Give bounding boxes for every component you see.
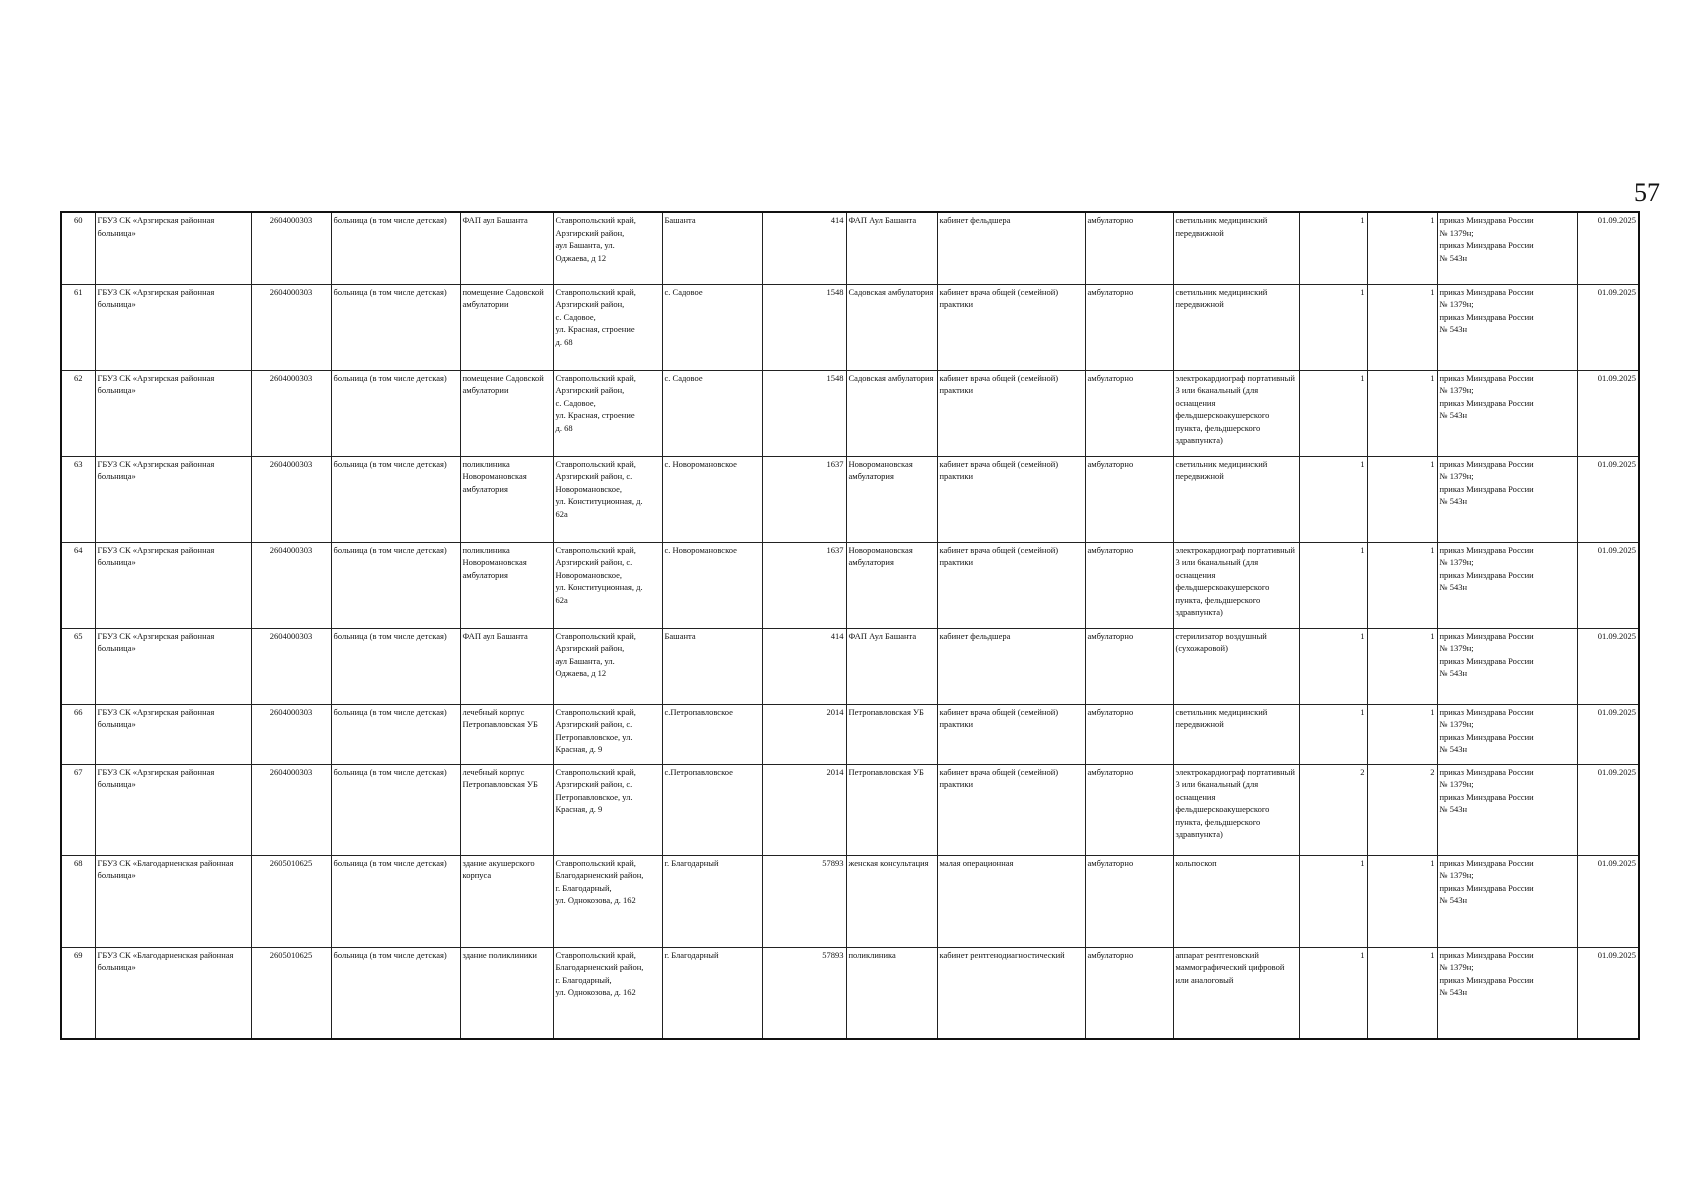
cell-quantity-required: 1 xyxy=(1299,284,1367,370)
cell-organization-name: ГБУЗ СК «Арзгирская районная больница» xyxy=(95,212,251,284)
cell-cabinet-name: кабинет врача общей (семейной) практики xyxy=(937,370,1085,456)
cell-legal-basis: приказ Минздрава России № 1379н; приказ Минздрава России № 543н xyxy=(1437,764,1577,855)
cell-legal-basis: приказ Минздрава России № 1379н; приказ Минздрава России № 543н xyxy=(1437,542,1577,628)
cell-row-number: 69 xyxy=(61,947,95,1039)
table-row xyxy=(61,456,1639,542)
cell-due-date: 01.09.2025 xyxy=(1577,212,1639,284)
cell-row-number: 60 xyxy=(61,212,95,284)
cell-locality: г. Благодарный xyxy=(662,855,762,947)
cell-quantity-required: 1 xyxy=(1299,704,1367,764)
cell-organization-type: больница (в том числе детская) xyxy=(331,284,460,370)
cell-equipment-name: стерилизатор воздушный (сухожаровой) xyxy=(1173,628,1299,704)
cell-due-date: 01.09.2025 xyxy=(1577,542,1639,628)
cell-row-number: 67 xyxy=(61,764,95,855)
cell-row-number: 64 xyxy=(61,542,95,628)
cell-organization-code: 2604000303 xyxy=(251,370,331,456)
cell-quantity-required: 1 xyxy=(1299,855,1367,947)
cell-organization-type: больница (в том числе детская) xyxy=(331,704,460,764)
cell-organization-code: 2604000303 xyxy=(251,542,331,628)
cell-legal-basis: приказ Минздрава России № 1379н; приказ Минздрава России № 543н xyxy=(1437,370,1577,456)
cell-legal-basis: приказ Минздрава России № 1379н; приказ Минздрава России № 543н xyxy=(1437,628,1577,704)
cell-cabinet-name: кабинет врача общей (семейной) практики xyxy=(937,284,1085,370)
cell-quantity-required: 1 xyxy=(1299,628,1367,704)
cell-care-mode: амбулаторно xyxy=(1085,947,1173,1039)
cell-address: Ставропольский край, Арзгирский район, с. Новоромановское, ул. Конституционная, д. 62а xyxy=(553,456,662,542)
cell-population: 414 xyxy=(762,212,846,284)
cell-organization-code: 2604000303 xyxy=(251,704,331,764)
cell-equipment-name: аппарат рентгеновский маммографический цифровой или аналоговый xyxy=(1173,947,1299,1039)
cell-quantity-required: 1 xyxy=(1299,947,1367,1039)
table-row xyxy=(61,947,1639,1039)
cell-population: 1637 xyxy=(762,456,846,542)
cell-population: 2014 xyxy=(762,704,846,764)
cell-row-number: 61 xyxy=(61,284,95,370)
cell-care-mode: амбулаторно xyxy=(1085,542,1173,628)
cell-legal-basis: приказ Минздрава России № 1379н; приказ Минздрава России № 543н xyxy=(1437,947,1577,1039)
table-row xyxy=(61,855,1639,947)
cell-equipment-name: электрокардиограф портативный 3 или 6канальный (для оснащения фельдшерскоакушерского пункта, фельдшерского здравпункта) xyxy=(1173,542,1299,628)
cell-equipment-name: кольпоскоп xyxy=(1173,855,1299,947)
cell-locality: Башанта xyxy=(662,628,762,704)
cell-facility-name: женская консультация xyxy=(846,855,937,947)
cell-quantity-planned: 1 xyxy=(1367,704,1437,764)
cell-equipment-name: светильник медицинский передвижной xyxy=(1173,456,1299,542)
cell-quantity-required: 1 xyxy=(1299,542,1367,628)
cell-organization-type: больница (в том числе детская) xyxy=(331,542,460,628)
table-row xyxy=(61,764,1639,855)
cell-quantity-planned: 1 xyxy=(1367,542,1437,628)
cell-population: 1548 xyxy=(762,370,846,456)
cell-cabinet-name: кабинет врача общей (семейной) практики xyxy=(937,704,1085,764)
cell-due-date: 01.09.2025 xyxy=(1577,628,1639,704)
cell-quantity-planned: 1 xyxy=(1367,370,1437,456)
cell-population: 57893 xyxy=(762,947,846,1039)
cell-organization-code: 2604000303 xyxy=(251,284,331,370)
cell-due-date: 01.09.2025 xyxy=(1577,456,1639,542)
cell-organization-name: ГБУЗ СК «Благодарненская районная больница» xyxy=(95,855,251,947)
cell-cabinet-name: малая операционная xyxy=(937,855,1085,947)
cell-organization-name: ГБУЗ СК «Арзгирская районная больница» xyxy=(95,542,251,628)
cell-cabinet-name: кабинет врача общей (семейной) практики xyxy=(937,764,1085,855)
cell-organization-code: 2604000303 xyxy=(251,764,331,855)
cell-address: Ставропольский край, Арзгирский район, с. Петропавловское, ул. Красная, д. 9 xyxy=(553,764,662,855)
cell-row-number: 68 xyxy=(61,855,95,947)
cell-organization-name: ГБУЗ СК «Арзгирская районная больница» xyxy=(95,704,251,764)
cell-address: Ставропольский край, Арзгирский район, аул Башанта, ул. Оджаева, д 12 xyxy=(553,628,662,704)
cell-population: 1548 xyxy=(762,284,846,370)
cell-structural-unit: лечебный корпус Петропавловская УБ xyxy=(460,704,553,764)
cell-equipment-name: светильник медицинский передвижной xyxy=(1173,212,1299,284)
cell-quantity-required: 1 xyxy=(1299,370,1367,456)
cell-address: Ставропольский край, Благодарненский район, г. Благодарный, ул. Однокозова, д. 162 xyxy=(553,855,662,947)
cell-facility-name: Новоромановская амбулатория xyxy=(846,542,937,628)
cell-facility-name: Садовская амбулатория xyxy=(846,370,937,456)
cell-address: Ставропольский край, Арзгирский район, с. Садовое, ул. Красная, строение д. 68 xyxy=(553,284,662,370)
cell-organization-name: ГБУЗ СК «Арзгирская районная больница» xyxy=(95,764,251,855)
cell-quantity-planned: 1 xyxy=(1367,212,1437,284)
cell-address: Ставропольский край, Арзгирский район, аул Башанта, ул. Оджаева, д 12 xyxy=(553,212,662,284)
cell-structural-unit: поликлиника Новоромановская амбулатория xyxy=(460,542,553,628)
cell-facility-name: поликлиника xyxy=(846,947,937,1039)
cell-facility-name: Новоромановская амбулатория xyxy=(846,456,937,542)
cell-organization-type: больница (в том числе детская) xyxy=(331,764,460,855)
cell-locality: с. Новоромановское xyxy=(662,542,762,628)
cell-locality: с. Садовое xyxy=(662,370,762,456)
cell-due-date: 01.09.2025 xyxy=(1577,764,1639,855)
cell-quantity-planned: 1 xyxy=(1367,456,1437,542)
cell-cabinet-name: кабинет врача общей (семейной) практики xyxy=(937,542,1085,628)
cell-locality: г. Благодарный xyxy=(662,947,762,1039)
cell-structural-unit: ФАП аул Башанта xyxy=(460,628,553,704)
cell-care-mode: амбулаторно xyxy=(1085,764,1173,855)
cell-quantity-planned: 1 xyxy=(1367,855,1437,947)
cell-organization-name: ГБУЗ СК «Арзгирская районная больница» xyxy=(95,370,251,456)
table-row xyxy=(61,628,1639,704)
cell-organization-type: больница (в том числе детская) xyxy=(331,456,460,542)
cell-structural-unit: здание поликлиники xyxy=(460,947,553,1039)
cell-quantity-planned: 2 xyxy=(1367,764,1437,855)
cell-organization-code: 2604000303 xyxy=(251,628,331,704)
cell-quantity-planned: 1 xyxy=(1367,284,1437,370)
cell-organization-code: 2604000303 xyxy=(251,212,331,284)
cell-cabinet-name: кабинет фельдшера xyxy=(937,628,1085,704)
cell-organization-name: ГБУЗ СК «Арзгирская районная больница» xyxy=(95,628,251,704)
cell-legal-basis: приказ Минздрава России № 1379н; приказ Минздрава России № 543н xyxy=(1437,212,1577,284)
cell-cabinet-name: кабинет врача общей (семейной) практики xyxy=(937,456,1085,542)
cell-locality: Башанта xyxy=(662,212,762,284)
cell-due-date: 01.09.2025 xyxy=(1577,284,1639,370)
cell-care-mode: амбулаторно xyxy=(1085,628,1173,704)
cell-equipment-name: электрокардиограф портативный 3 или 6канальный (для оснащения фельдшерскоакушерского пункта, фельдшерского здравпункта) xyxy=(1173,764,1299,855)
cell-due-date: 01.09.2025 xyxy=(1577,855,1639,947)
cell-quantity-required: 2 xyxy=(1299,764,1367,855)
cell-structural-unit: поликлиника Новоромановская амбулатория xyxy=(460,456,553,542)
cell-care-mode: амбулаторно xyxy=(1085,456,1173,542)
cell-population: 57893 xyxy=(762,855,846,947)
table-row xyxy=(61,542,1639,628)
cell-quantity-planned: 1 xyxy=(1367,628,1437,704)
cell-address: Ставропольский край, Благодарненский район, г. Благодарный, ул. Однокозова, д. 162 xyxy=(553,947,662,1039)
cell-due-date: 01.09.2025 xyxy=(1577,704,1639,764)
cell-care-mode: амбулаторно xyxy=(1085,704,1173,764)
table-row xyxy=(61,212,1639,284)
cell-population: 414 xyxy=(762,628,846,704)
cell-equipment-name: светильник медицинский передвижной xyxy=(1173,704,1299,764)
cell-structural-unit: помещение Садовской амбулатории xyxy=(460,284,553,370)
cell-quantity-required: 1 xyxy=(1299,456,1367,542)
cell-quantity-required: 1 xyxy=(1299,212,1367,284)
cell-organization-code: 2605010625 xyxy=(251,855,331,947)
cell-legal-basis: приказ Минздрава России № 1379н; приказ Минздрава России № 543н xyxy=(1437,855,1577,947)
cell-locality: с.Петропавловское xyxy=(662,764,762,855)
cell-cabinet-name: кабинет рентгенодиагностический xyxy=(937,947,1085,1039)
cell-address: Ставропольский край, Арзгирский район, с. Петропавловское, ул. Красная, д. 9 xyxy=(553,704,662,764)
cell-equipment-name: электрокардиограф портативный 3 или 6канальный (для оснащения фельдшерскоакушерского пункта, фельдшерского здравпункта) xyxy=(1173,370,1299,456)
cell-organization-name: ГБУЗ СК «Арзгирская районная больница» xyxy=(95,284,251,370)
cell-facility-name: Садовская амбулатория xyxy=(846,284,937,370)
cell-row-number: 63 xyxy=(61,456,95,542)
cell-address: Ставропольский край, Арзгирский район, с. Садовое, ул. Красная, строение д. 68 xyxy=(553,370,662,456)
cell-locality: с.Петропавловское xyxy=(662,704,762,764)
cell-structural-unit: здание акушерского корпуса xyxy=(460,855,553,947)
cell-population: 1637 xyxy=(762,542,846,628)
cell-legal-basis: приказ Минздрава России № 1379н; приказ Минздрава России № 543н xyxy=(1437,284,1577,370)
cell-organization-name: ГБУЗ СК «Благодарненская районная больница» xyxy=(95,947,251,1039)
cell-facility-name: Петропавловская УБ xyxy=(846,764,937,855)
table-row xyxy=(61,284,1639,370)
cell-organization-type: больница (в том числе детская) xyxy=(331,947,460,1039)
page-number: 57 xyxy=(1634,178,1660,207)
cell-row-number: 66 xyxy=(61,704,95,764)
cell-row-number: 65 xyxy=(61,628,95,704)
cell-facility-name: Петропавловская УБ xyxy=(846,704,937,764)
cell-quantity-planned: 1 xyxy=(1367,947,1437,1039)
cell-structural-unit: ФАП аул Башанта xyxy=(460,212,553,284)
cell-organization-type: больница (в том числе детская) xyxy=(331,212,460,284)
cell-due-date: 01.09.2025 xyxy=(1577,370,1639,456)
cell-care-mode: амбулаторно xyxy=(1085,284,1173,370)
cell-facility-name: ФАП Аул Башанта xyxy=(846,212,937,284)
cell-due-date: 01.09.2025 xyxy=(1577,947,1639,1039)
cell-organization-type: больница (в том числе детская) xyxy=(331,855,460,947)
cell-population: 2014 xyxy=(762,764,846,855)
cell-locality: с. Садовое xyxy=(662,284,762,370)
cell-organization-code: 2604000303 xyxy=(251,456,331,542)
cell-organization-type: больница (в том числе детская) xyxy=(331,370,460,456)
table-row xyxy=(61,704,1639,764)
cell-structural-unit: лечебный корпус Петропавловская УБ xyxy=(460,764,553,855)
cell-organization-type: больница (в том числе детская) xyxy=(331,628,460,704)
cell-locality: с. Новоромановское xyxy=(662,456,762,542)
cell-row-number: 62 xyxy=(61,370,95,456)
cell-facility-name: ФАП Аул Башанта xyxy=(846,628,937,704)
cell-legal-basis: приказ Минздрава России № 1379н; приказ Минздрава России № 543н xyxy=(1437,704,1577,764)
table-body xyxy=(61,212,1639,1039)
cell-structural-unit: помещение Садовской амбулатории xyxy=(460,370,553,456)
table-row xyxy=(61,370,1639,456)
cell-equipment-name: светильник медицинский передвижной xyxy=(1173,284,1299,370)
cell-care-mode: амбулаторно xyxy=(1085,370,1173,456)
cell-care-mode: амбулаторно xyxy=(1085,855,1173,947)
cell-organization-name: ГБУЗ СК «Арзгирская районная больница» xyxy=(95,456,251,542)
cell-legal-basis: приказ Минздрава России № 1379н; приказ Минздрава России № 543н xyxy=(1437,456,1577,542)
cell-cabinet-name: кабинет фельдшера xyxy=(937,212,1085,284)
cell-care-mode: амбулаторно xyxy=(1085,212,1173,284)
equipment-table xyxy=(60,211,1640,1040)
cell-organization-code: 2605010625 xyxy=(251,947,331,1039)
cell-address: Ставропольский край, Арзгирский район, с. Новоромановское, ул. Конституционная, д. 62а xyxy=(553,542,662,628)
